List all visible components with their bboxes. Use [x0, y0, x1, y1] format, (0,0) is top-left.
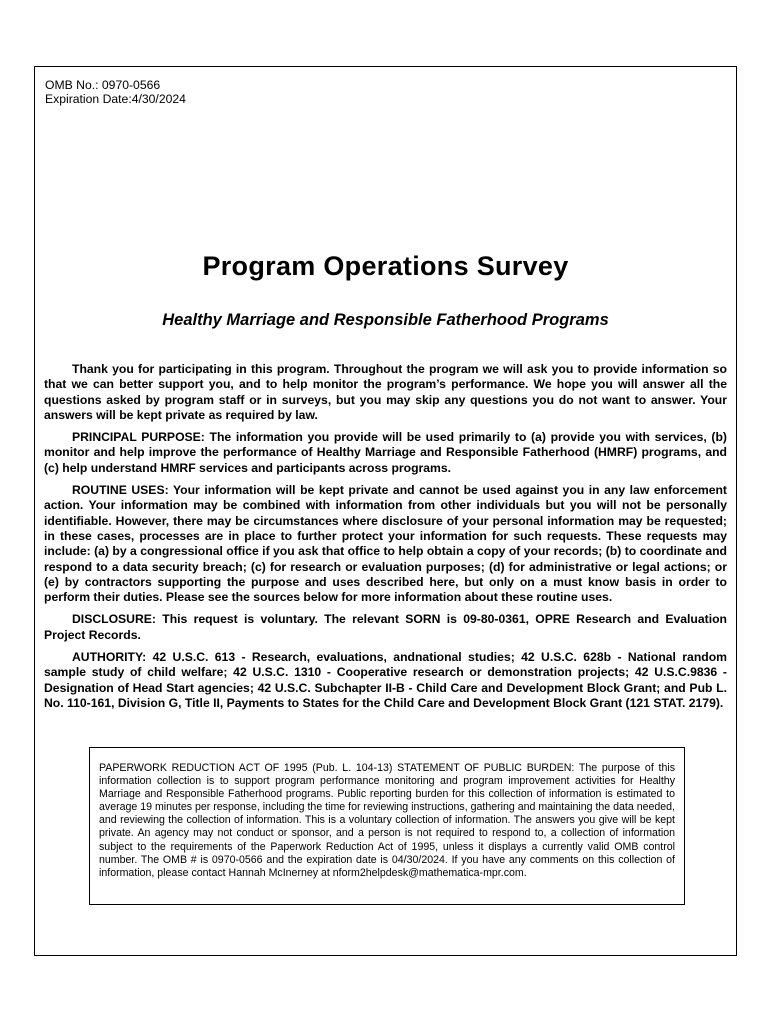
- paperwork-reduction-box: [89, 747, 685, 905]
- document-title: Program Operations Survey: [202, 251, 569, 281]
- document-page: [34, 66, 737, 956]
- principal-purpose-paragraph: PRINCIPAL PURPOSE: The information you provide will be used primarily to (a) provide you with services, (b) monitor and help improve the performance of Healthy Marriage and Responsible Fatherhood (HMRF) programs, and (c) help understand HMRF services and participants across programs.: [44, 430, 727, 475]
- routine-uses-paragraph: ROUTINE USES: Your information will be kept private and cannot be used against you in any law enforcement action. Your information may be combined with information from other individuals but you will not be personally identifiable. However, there may be circumstances where disclosure of your personal information may be requested; in these cases, processes are in place to further protect your information for such requests. These requests may include: (a) by a congressional office if you ask that office to help obtain a copy of your records; (b) to coordinate and respond to a data security breach; (c) for research or evaluation purposes; (d) for administrative or legal actions; or (e) by contractors supporting the purpose and uses described here, but only on a must know basis in order to perform their duties. Please see the sources below for more information about these routine uses.: [44, 483, 727, 605]
- expiration-date: Expiration Date:4/30/2024: [45, 92, 186, 106]
- document-subtitle: Healthy Marriage and Responsible Fatherhood Programs: [162, 311, 609, 329]
- notice-body: [44, 362, 727, 718]
- paperwork-reduction-text: PAPERWORK REDUCTION ACT OF 1995 (Pub. L. 104-13) STATEMENT OF PUBLIC BURDEN: The purpose of this information collection is to support program performance monitoring and program improvement activities for Healthy Marriage and Responsible Fatherhood programs. Public reporting burden for this collection of information is estimated to average 19 minutes per response, including the time for reviewing instructions, gathering and maintaining the data needed, and reviewing the collection of information. This is a voluntary collection of information. The answers you give will be kept private. An agency may not conduct or sponsor, and a person is not required to respond to, a collection of information subject to the requirements of the Paperwork Reduction Act of 1995, unless it displays a currently valid OMB control number. The OMB # is 0970-0566 and the expiration date is 04/30/2024. If you have any comments on this collection of information, please contact Hannah McInerney at nform2helpdesk@mathematica-mpr.com.: [99, 762, 675, 879]
- omb-info: [45, 78, 186, 106]
- intro-paragraph: Thank you for participating in this program. Throughout the program we will ask you to provide information so that we can better support you, and to help monitor the program’s performance. We hope you will answer all the questions asked by program staff or in surveys, but you may skip any questions you do not want to answer. Your answers will be kept private as required by law.: [44, 362, 727, 422]
- omb-number: OMB No.: 0970-0566: [45, 78, 161, 92]
- disclosure-paragraph: DISCLOSURE: This request is voluntary. The relevant SORN is 09-80-0361, OPRE Research and Evaluation Project Records.: [44, 612, 727, 642]
- authority-paragraph: AUTHORITY: 42 U.S.C. 613 - Research, evaluations, andnational studies; 42 U.S.C. 628b - National random sample study of child welfare; 42 U.S.C. 1310 - Cooperative research or demonstration projects; 42 U.S.C.9836 - Designation of Head Start agencies; 42 U.S.C. Subchapter II-B - Child Care and Development Block Grant; and Pub L. No. 110-161, Division G, Title II, Payments to States for the Child Care and Development Block Grant (121 STAT. 2179).: [44, 650, 727, 710]
